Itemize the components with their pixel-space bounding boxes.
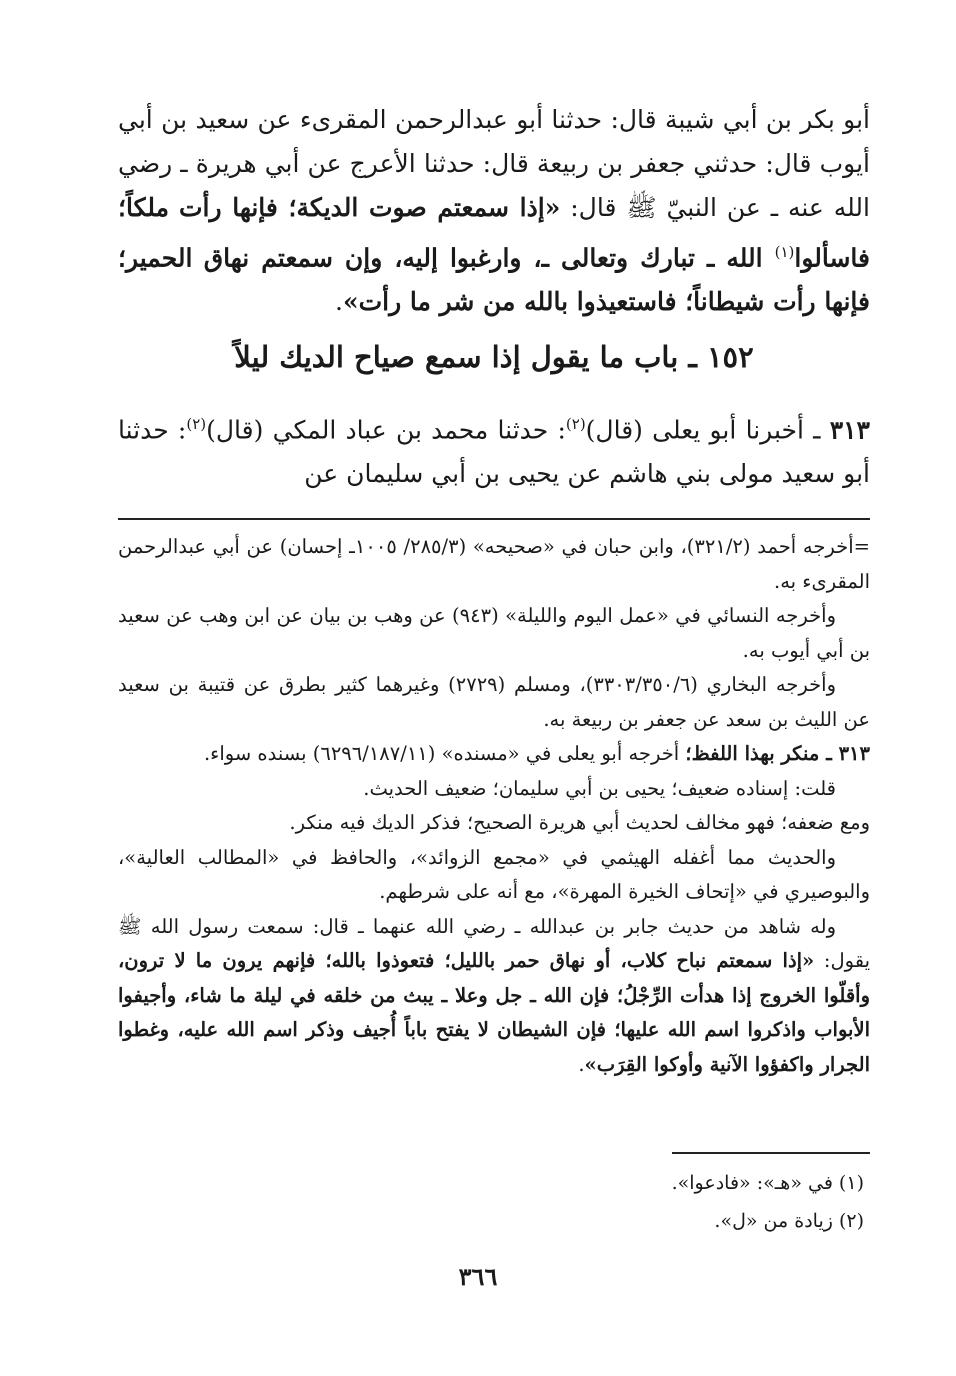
note-witness-quote: «إذا سمعتم نباح كلاب، أو نهاق حمر بالليل؛ فتعوذوا بالله؛ فإنهم يرون ما لا ترون، وأقلّوا الخروج إذا هدأت الرِّجْلُ؛ فإن الله ـ جل وعلا ـ يبث من خلقه في ليلة ما شاء، وأجيفوا الأبواب واذكروا اسم الله عليها؛ فإن الشيطان لا يفتح باباً أُجيف وذكر اسم الله عليه، وغطوا الجرار واكفؤوا الآنية وأوكوا القِرَب»: [118, 949, 870, 1076]
main-line-2: أيوب قال: حدثني جعفر بن ربيعة قال: حدثنا الأعرج عن أبي هريرة: [195, 149, 870, 178]
hadith-quote-part: ملكاً؛ فاسألوا: [118, 193, 871, 273]
main-end-mark: .: [335, 287, 343, 317]
note-paragraph: قلت: إسناده ضعيف؛ يحيى بن أبي سليمان؛ ضعيف الحديث.: [363, 776, 836, 800]
footnote-ref-2b: (٢): [186, 415, 207, 433]
hadith-text-c: : حدثنا أبو سعيد مولى بني هاشم عن يحيى بن أبي سليمان عن: [118, 415, 870, 489]
hadith-313: [118, 402, 870, 496]
note-paragraph: [118, 910, 870, 1083]
hadith-text-a: ـ أخبرنا أبو يعلى (قال): [585, 415, 830, 445]
footnotes: [118, 1164, 870, 1240]
note-paragraph: [118, 737, 870, 772]
note-witness-intro: وله شاهد من حديث جابر بن عبدالله ـ رضي الله عنهما ـ قال: سمعت رسول الله ﷺ يقول:: [118, 914, 870, 972]
chapter-heading: ١٥٢ ـ باب ما يقول إذا سمع صياح الديك ليلاً: [234, 340, 754, 374]
footnote-divider: [672, 1152, 870, 1154]
note-grading-text: أخرجه أبو يعلى في «مسنده» (٦٢٩٦/١٨٧/١١) بسنده سواء.: [203, 742, 686, 765]
note-paragraph: وأخرجه البخاري (٣٣٠٣/٣٥٠/٦)، ومسلم (٢٧٢٩) وغيرهما كثير بطرق عن قتيبة بن سعيد عن الليث بن سعد عن جعفر بن ربيعة به.: [118, 673, 870, 731]
footnote-ref-2a: (٢): [565, 415, 586, 433]
hadith-quote-continuation: الله ـ تبارك وتعالى ـ، وارغبوا إليه، وإن سمعتم نهاق: [203, 243, 775, 273]
footnote-ref-1: (١): [774, 243, 795, 261]
notes-divider: [118, 518, 870, 520]
main-line-1: أبو بكر بن أبي شيبة قال: حدثنا أبو عبدالرحمن المقرىء عن سعيد بن أبي: [118, 105, 870, 134]
hadith-text-b: : حدثنا محمد بن عباد المكي (قال): [206, 415, 566, 445]
commentary-notes: [118, 530, 870, 1082]
footnote-2: (٢) زيادة من «ل».: [714, 1210, 864, 1232]
hadith-number: ٣١٣: [829, 415, 870, 445]
note-grading: ٣١٣ ـ منكر بهذا اللفظ؛: [685, 742, 870, 765]
note-paragraph: =أخرجه أحمد (٣٢١/٢)، وابن حبان في «صحيحه» (٢٨٥/٣/ ١٠٠٥ـ إحسان) عن أبي عبدالرحمن المقرىء به.: [118, 535, 870, 593]
note-end-mark: .: [578, 1052, 585, 1076]
note-paragraph: والحديث مما أغفله الهيثمي في «مجمع الزوائد»، والحافظ في «المطالب العالية»، والبوصيري في «إتحاف الخيرة المهرة»، مع أنه على شرطهم.: [118, 845, 870, 903]
hadith-quote-start: «إذا سمعتم صوت الديكة؛ فإنها رأت: [178, 193, 561, 222]
note-paragraph: ومع ضعفه؛ فهو مخالف لحديث أبي هريرة الصحيح؛ فذكر الديك فيه منكر.: [289, 811, 870, 834]
page-number: ٣٦٦: [458, 1262, 498, 1291]
hadith-quote-end: الحمير؛ فإنها رأت شيطاناً؛ فاستعيذوا بالله من شر ما رأت»: [118, 243, 870, 317]
note-paragraph: وأخرجه النسائي في «عمل اليوم والليلة» (٩٤٣) عن وهب بن بيان عن ابن وهب عن سعيد بن أبي أيوب به.: [118, 604, 870, 662]
footnote-1: (١) في «هـ»: «فادعوا».: [671, 1172, 864, 1194]
main-text: [118, 98, 870, 324]
main-line-3: ـ رضي الله عنه ـ عن النبيّ ﷺ قال:: [118, 149, 870, 222]
